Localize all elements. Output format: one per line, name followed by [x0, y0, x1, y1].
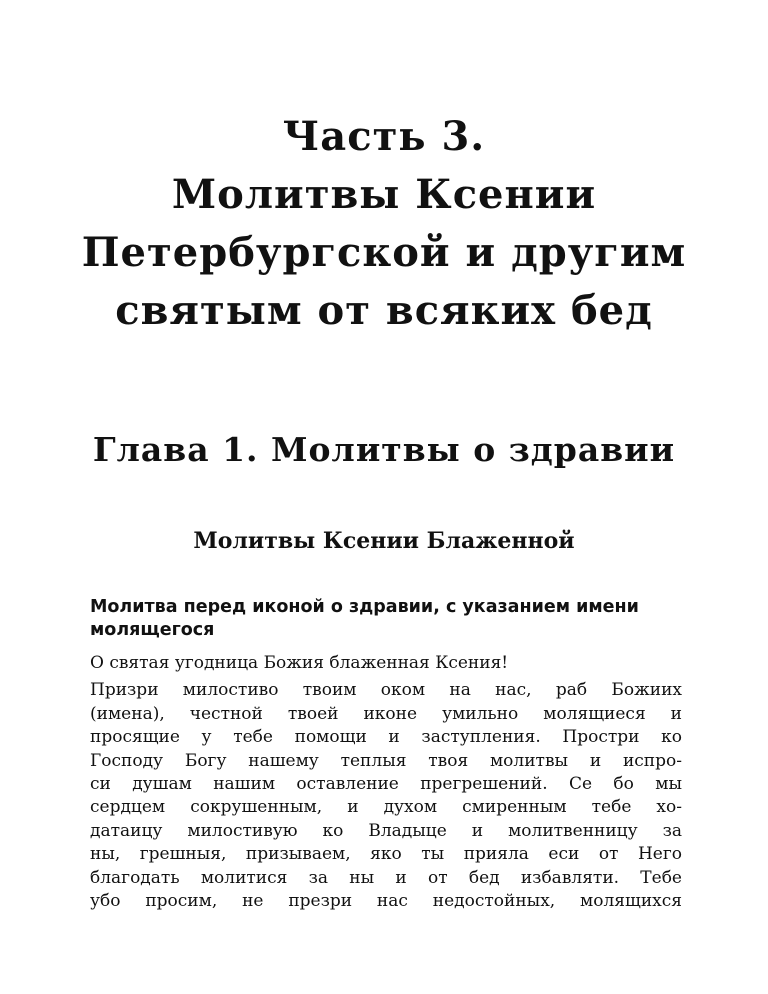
text-line: (имена), честной твоей иконе умильно молящиеся и — [90, 703, 682, 724]
prayer-title: Молитва перед иконой о здравии, с указанием имени молящегося — [90, 597, 639, 640]
text-line: благодать молитися за ны и от бед избавляти. Тебе — [90, 867, 682, 888]
prayer-text — [90, 652, 682, 913]
text-line: Господу Богу нашему теплыя твоя молитвы и испро- — [90, 750, 682, 771]
prayer-paragraph — [90, 679, 682, 913]
text-line: ны, грешныя, призываем, яко ты прияла еси от Него — [90, 844, 682, 865]
part-title-line: святым от всяких бед — [115, 287, 653, 334]
text-line: сердцем сокрушенным, и духом смиренным тебе хо- — [90, 797, 682, 818]
text-line: убо просим, не презри нас недостойных, молящихся — [90, 891, 682, 912]
part-title-line: Молитвы Ксении — [171, 171, 597, 218]
text-line: Призри милостиво твоим оком на нас, раб Божиих — [90, 680, 682, 701]
chapter-title: Глава 1. Молитвы о здравии — [92, 430, 676, 469]
prayer-invocation: О святая угодница Божия блаженная Ксения! — [90, 653, 509, 673]
text-line: си душам нашим оставление прегрешений. Се бо мы — [90, 774, 682, 795]
part-title-line: Петербургской и другим — [81, 229, 687, 276]
part-title-line: Часть 3. — [282, 113, 486, 160]
section-title: Молитвы Ксении Блаженной — [193, 528, 575, 554]
part-title — [40, 108, 728, 340]
text-line: датаицу милостивую ко Владыце и молитвенницу за — [90, 820, 682, 841]
text-line: просящие у тебе помощи и заступления. Простри ко — [90, 727, 682, 748]
